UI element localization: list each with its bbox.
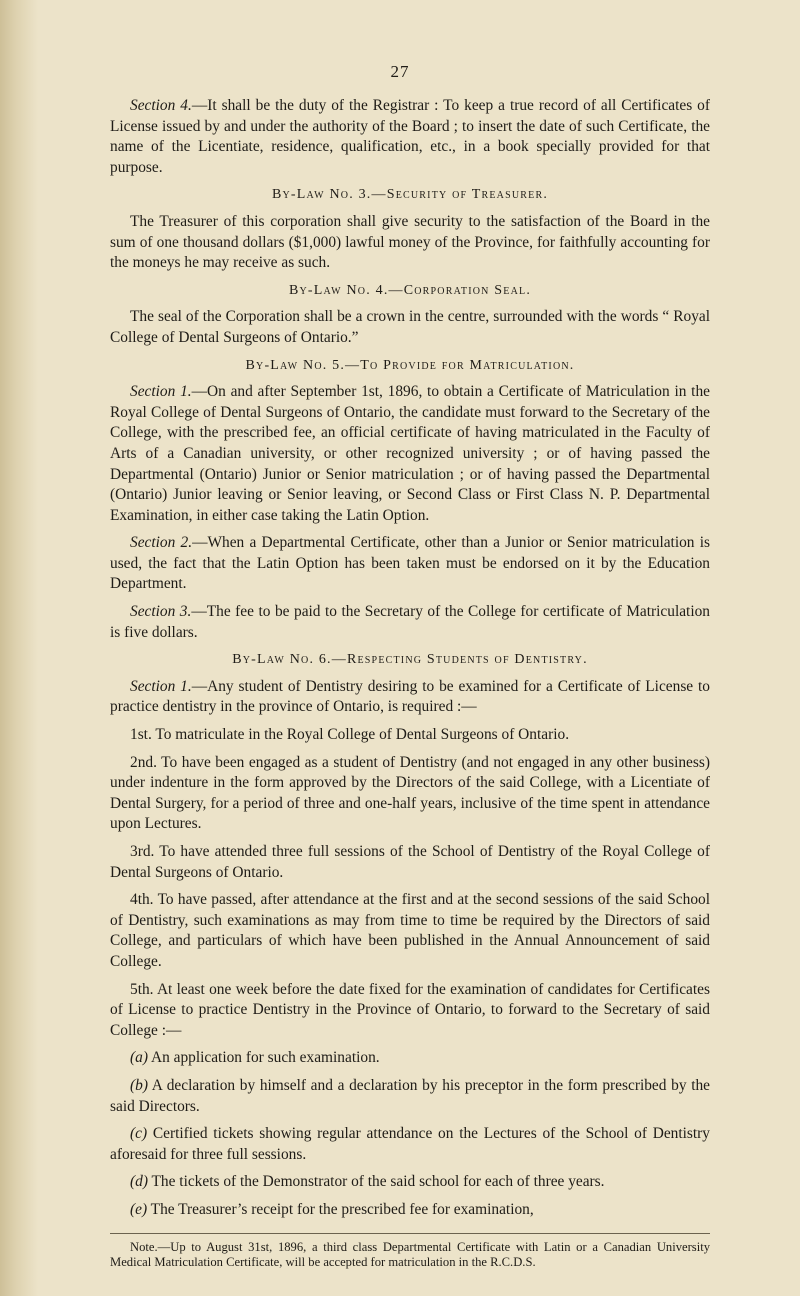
paragraph <box>110 890 710 972</box>
section-label: (d) <box>130 1173 148 1191</box>
paragraph <box>110 725 710 746</box>
footnote: Note.—Up to August 31st, 1896, a third class Departmental Certificate with Latin or a Canadian University Medical Matriculation Certificate, will be accepted for matriculation in the R.C.D.S. <box>110 1239 710 1270</box>
paragraph-text: The tickets of the Demonstrator of the said school for each of three years. <box>147 1173 605 1191</box>
section-label: Section 2. <box>130 534 193 552</box>
section-label: Section 4. <box>130 97 192 114</box>
paragraph-text: 1st. To matriculate in the Royal College of Dental Surgeons of Ontario. <box>130 726 570 744</box>
footnote-divider <box>110 1233 710 1234</box>
paragraph <box>110 677 710 718</box>
paragraph-text: 5th. At least one week before the date fixed for the examination of candidates for Certificates of License to practice Dentistry in the Province of Ontario, to forward to the Secretary of said College :— <box>110 980 710 1039</box>
bylaw-heading: By-Law No. 4.—Corporation Seal. <box>288 282 532 298</box>
bylaw-heading: By-Law No. 6.—Respecting Students of Dentistry. <box>232 652 588 668</box>
paragraph <box>110 602 710 643</box>
section-label: (b) <box>130 1076 148 1094</box>
section-label: (a) <box>130 1049 148 1067</box>
paragraph-text: —The fee to be paid to the Secretary of the College for certificate of Matriculation is five dollars. <box>110 603 710 641</box>
section-label: (c) <box>130 1125 148 1143</box>
paragraph-text: A declaration by himself and a declaration by his preceptor in the form prescribed by the said Directors. <box>110 1076 710 1115</box>
paragraph <box>110 753 710 835</box>
section-label: Section 3. <box>130 603 192 621</box>
paragraph-text: Certified tickets showing regular attendance on the Lectures of the School of Dentistry aforesaid for three full sessions. <box>110 1125 710 1163</box>
paragraph <box>110 96 710 178</box>
paragraph-text: 3rd. To have attended three full sessions of the School of Dentistry of the Royal College of Dental Surgeons of Ontario. <box>110 843 710 881</box>
paragraph-text: The Treasurer of this corporation shall give security to the satisfaction of the Board in the sum of one thousand dollars ($1,000) lawful money of the Province, for faithfully accounting for the moneys he may receive as such. <box>110 212 710 272</box>
paragraph-text: 4th. To have passed, after attendance at the first and at the second sessions of the said School of Dentistry, such examinations as may from time to time be required by the Directors of said College, and particulars of which have been published in the Annual Announcement of said College. <box>110 891 710 970</box>
paragraph-text: The seal of the Corporation shall be a crown in the centre, surrounded with the words “ Royal College of Dental Surgeons of Ontario.” <box>110 308 710 346</box>
section-label: Section 1. <box>130 383 192 401</box>
paragraph <box>110 307 710 348</box>
paragraph-text: —It shall be the duty of the Registrar : To keep a true record of all Certificates of License issued by and under the authority of the Board ; to insert the date of such Certificate, the name of the Licentiate, residence, qualification, etc., in a book specially provided for that purpose. <box>110 97 710 176</box>
paragraph <box>110 1172 710 1193</box>
paragraph <box>110 1200 710 1221</box>
paragraph-text: —When a Departmental Certificate, other than a Junior or Senior matriculation is used, the fact that the Latin Option has been taken must be endorsed on it by the Education Department. <box>110 534 710 593</box>
paragraph-text: An application for such examination. <box>147 1049 380 1067</box>
page-number: 27 <box>390 62 410 81</box>
document-body <box>110 96 710 1278</box>
bylaw-heading: By-Law No. 3.—Security of Treasurer. <box>271 187 549 203</box>
paragraph <box>110 533 710 595</box>
section-label: (e) <box>130 1200 148 1218</box>
paragraph-text: 2nd. To have been engaged as a student of Dentistry (and not engaged in any other business) under indenture in the form approved by the Directors of the said College, with a Licentiate of Dental Surgery, for a period of three and one-half years, inclusive of the time spent in attendance upon Lectures. <box>110 753 710 833</box>
paragraph <box>110 1124 710 1165</box>
paragraph <box>110 212 710 274</box>
paragraph-text: —Any student of Dentistry desiring to be examined for a Certificate of License to practice dentistry in the province of Ontario, is required :— <box>110 677 710 716</box>
paragraph <box>110 980 710 1042</box>
paragraph <box>110 1048 710 1069</box>
paragraph <box>110 842 710 883</box>
paragraph-text: —On and after September 1st, 1896, to obtain a Certificate of Matriculation in the Royal College of Dental Surgeons of Ontario, the candidate must forward to the Secretary of the College, with the prescribed fee, an official certificate of having matriculated in the Faculty of Arts of a Canadian university, or other recognized university ; or of having passed the Departmental (Ontario) Junior or Senior matriculation ; or of having passed the Departmental (Ontario) Junior leaving or Senior leaving, or Second Class or First Class N. P. Departmental Examination, in either case taking the Latin Option. <box>110 383 710 524</box>
paragraph-text: The Treasurer’s receipt for the prescribed fee for examination, <box>147 1200 534 1218</box>
paragraph <box>110 382 710 526</box>
bylaw-heading: By-Law No. 5.—To Provide for Matriculation. <box>245 357 575 373</box>
paragraph <box>110 1076 710 1117</box>
section-label: Section 1. <box>130 677 192 695</box>
